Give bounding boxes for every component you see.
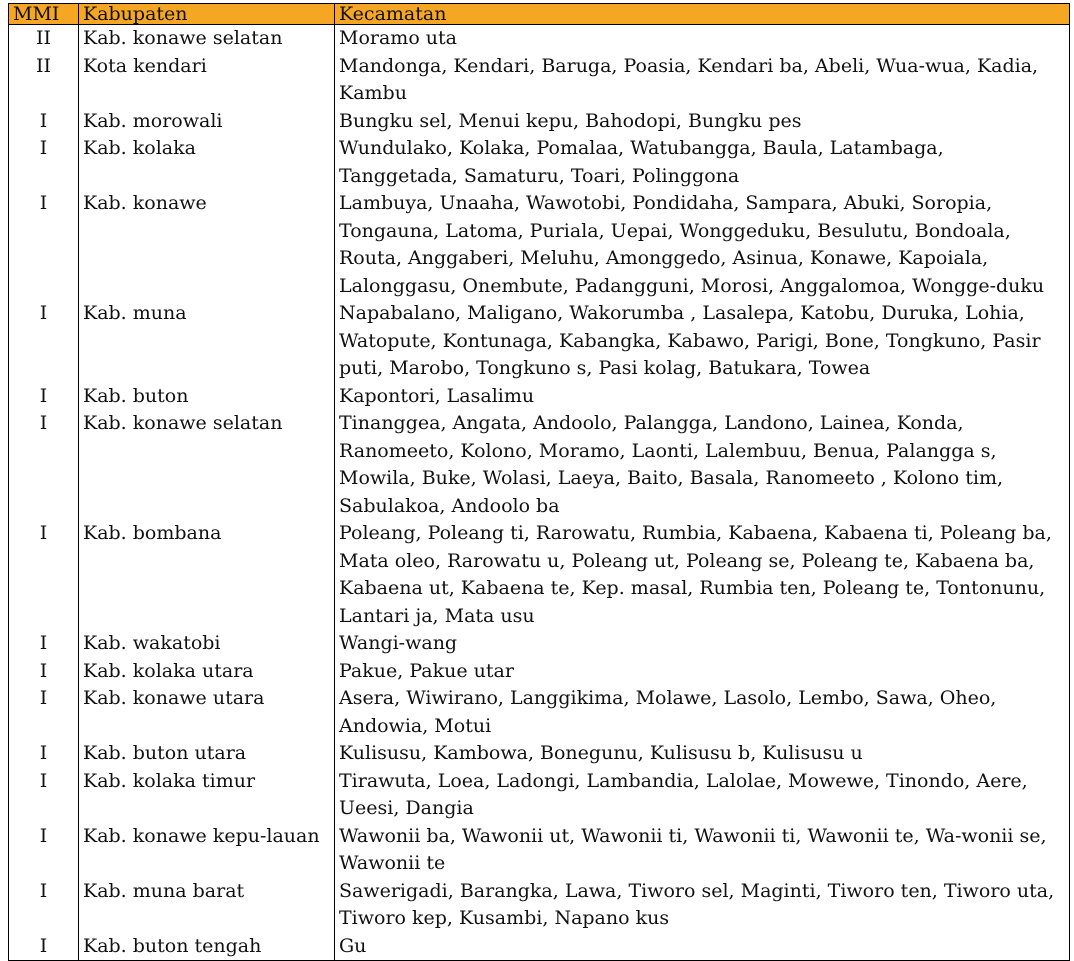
cell-kecamatan: Kulisusu, Kambowa, Bonegunu, Kulisusu b, Kulisusu u	[335, 740, 1070, 768]
table-row	[9, 658, 1070, 686]
table-row	[9, 383, 1070, 411]
cell-mmi: I	[9, 878, 79, 933]
cell-kabupaten: Kab. kolaka utara	[79, 658, 335, 686]
table-body	[9, 25, 1070, 961]
cell-kecamatan: Asera, Wiwirano, Langgikima, Molawe, Lasolo, Lembo, Sawa, Oheo, Andowia, Motui	[335, 685, 1070, 740]
table-row	[9, 768, 1070, 823]
cell-kecamatan: Tirawuta, Loea, Ladongi, Lambandia, Lalolae, Mowewe, Tinondo, Aere, Ueesi, Dangia	[335, 768, 1070, 823]
cell-kabupaten: Kab. muna barat	[79, 878, 335, 933]
cell-kabupaten: Kab. buton	[79, 383, 335, 411]
cell-kecamatan: Napabalano, Maligano, Wakorumba , Lasalepa, Katobu, Duruka, Lohia, Watopute, Kontunaga, Kabangka, Kabawo, Parigi, Bone, Tongkuno, Pasir puti, Marobo, Tongkuno s, Pasi kolag, Batukara, Towea	[335, 300, 1070, 383]
table-row	[9, 740, 1070, 768]
table-row	[9, 823, 1070, 878]
table-row	[9, 135, 1070, 190]
cell-kecamatan: Kapontori, Lasalimu	[335, 383, 1070, 411]
table-row	[9, 108, 1070, 136]
cell-kecamatan: Wawonii ba, Wawonii ut, Wawonii ti, Wawonii ti, Wawonii te, Wa-wonii se, Wawonii te	[335, 823, 1070, 878]
cell-kabupaten: Kab. buton tengah	[79, 933, 335, 961]
cell-mmi: II	[9, 53, 79, 108]
cell-mmi: I	[9, 108, 79, 136]
cell-kecamatan: Wundulako, Kolaka, Pomalaa, Watubangga, Baula, Latambaga, Tanggetada, Samaturu, Toari, Polinggona	[335, 135, 1070, 190]
table-row	[9, 685, 1070, 740]
table-row	[9, 520, 1070, 630]
cell-kecamatan: Bungku sel, Menui kepu, Bahodopi, Bungku pes	[335, 108, 1070, 136]
header-mmi: MMI	[9, 4, 79, 25]
table-row	[9, 410, 1070, 520]
cell-kabupaten: Kab. konawe selatan	[79, 25, 335, 53]
cell-kabupaten: Kab. konawe kepu-lauan	[79, 823, 335, 878]
cell-mmi: I	[9, 300, 79, 383]
cell-kabupaten: Kab. morowali	[79, 108, 335, 136]
cell-kecamatan: Gu	[335, 933, 1070, 961]
cell-mmi: I	[9, 383, 79, 411]
cell-kabupaten: Kab. kolaka	[79, 135, 335, 190]
cell-kabupaten: Kab. kolaka timur	[79, 768, 335, 823]
cell-mmi: I	[9, 410, 79, 520]
cell-kecamatan: Wangi-wang	[335, 630, 1070, 658]
cell-kabupaten: Kab. muna	[79, 300, 335, 383]
cell-kecamatan: Pakue, Pakue utar	[335, 658, 1070, 686]
cell-kecamatan: Tinanggea, Angata, Andoolo, Palangga, Landono, Lainea, Konda, Ranomeeto, Kolono, Moramo, Laonti, Lalembuu, Benua, Palangga s, Mowila, Buke, Wolasi, Laeya, Baito, Basala, Ranomeeto , Kolono tim, Sabulakoa, Andoolo ba	[335, 410, 1070, 520]
mmi-table	[8, 3, 1070, 961]
cell-kecamatan: Moramo uta	[335, 25, 1070, 53]
cell-mmi: I	[9, 685, 79, 740]
cell-kabupaten: Kota kendari	[79, 53, 335, 108]
cell-mmi: I	[9, 520, 79, 630]
table-row	[9, 25, 1070, 53]
cell-kabupaten: Kab. buton utara	[79, 740, 335, 768]
cell-mmi: I	[9, 135, 79, 190]
header-kabupaten: Kabupaten	[79, 4, 335, 25]
cell-kecamatan: Lambuya, Unaaha, Wawotobi, Pondidaha, Sampara, Abuki, Soropia, Tongauna, Latoma, Puriala, Uepai, Wonggeduku, Besulutu, Bondoala, Routa, Anggaberi, Meluhu, Amonggedo, Asinua, Konawe, Kapoiala, Lalonggasu, Onembute, Padangguni, Morosi, Anggalomoa, Wongge-duku	[335, 190, 1070, 300]
cell-mmi: I	[9, 658, 79, 686]
cell-mmi: I	[9, 768, 79, 823]
cell-kecamatan: Mandonga, Kendari, Baruga, Poasia, Kendari ba, Abeli, Wua-wua, Kadia, Kambu	[335, 53, 1070, 108]
table-row	[9, 190, 1070, 300]
table-row	[9, 300, 1070, 383]
cell-kabupaten: Kab. konawe selatan	[79, 410, 335, 520]
cell-kabupaten: Kab. konawe	[79, 190, 335, 300]
cell-mmi: I	[9, 933, 79, 961]
cell-kabupaten: Kab. wakatobi	[79, 630, 335, 658]
header-kecamatan: Kecamatan	[335, 4, 1070, 25]
table-row	[9, 53, 1070, 108]
cell-kecamatan: Poleang, Poleang ti, Rarowatu, Rumbia, Kabaena, Kabaena ti, Poleang ba, Mata oleo, Rarowatu u, Poleang ut, Poleang se, Poleang te, Kabaena ba, Kabaena ut, Kabaena te, Kep. masal, Rumbia ten, Poleang te, Tontonunu, Lantari ja, Mata usu	[335, 520, 1070, 630]
table-row	[9, 630, 1070, 658]
cell-mmi: I	[9, 190, 79, 300]
table-header	[9, 4, 1070, 25]
table-row	[9, 933, 1070, 961]
cell-mmi: I	[9, 823, 79, 878]
cell-mmi: II	[9, 25, 79, 53]
cell-kabupaten: Kab. bombana	[79, 520, 335, 630]
cell-kabupaten: Kab. konawe utara	[79, 685, 335, 740]
table-row	[9, 878, 1070, 933]
cell-kecamatan: Sawerigadi, Barangka, Lawa, Tiworo sel, Maginti, Tiworo ten, Tiworo uta, Tiworo kep, Kusambi, Napano kus	[335, 878, 1070, 933]
cell-mmi: I	[9, 630, 79, 658]
cell-mmi: I	[9, 740, 79, 768]
